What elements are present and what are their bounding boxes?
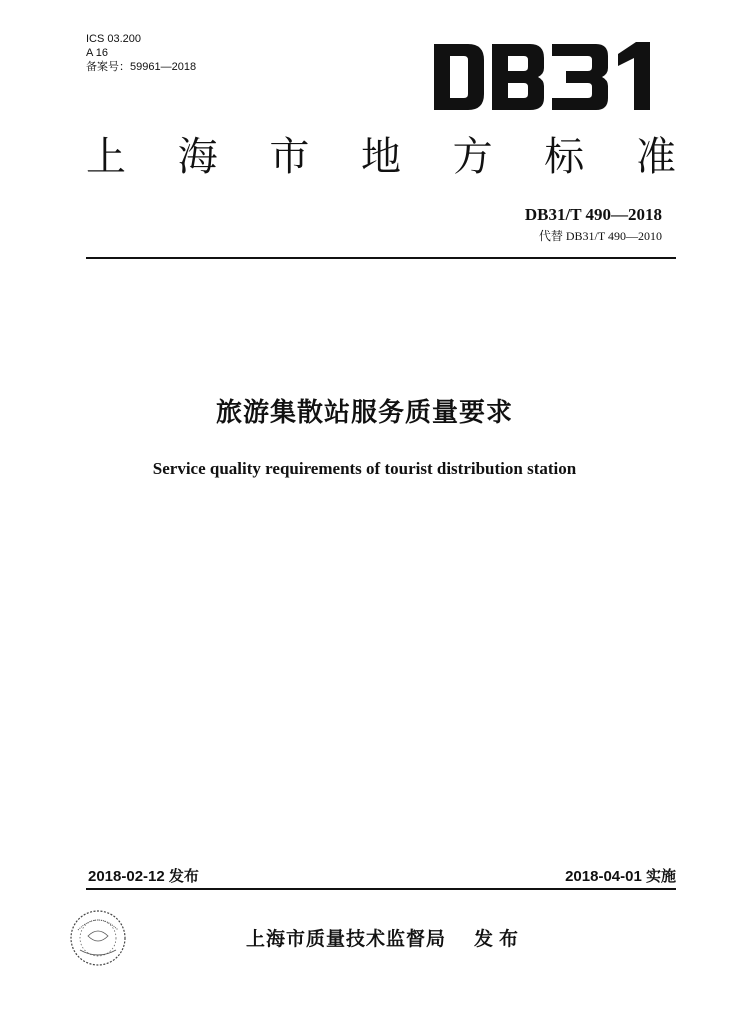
issuing-authority: 上海市质量技术监督局 bbox=[246, 928, 447, 950]
filing-number: 备案号：59961—2018 bbox=[86, 61, 197, 73]
footer-divider bbox=[86, 888, 676, 890]
issue-label: 发布 bbox=[474, 928, 525, 950]
ics-code: ICS 03.200 bbox=[86, 33, 142, 45]
standard-type-heading bbox=[86, 132, 676, 182]
replaces-standard: 代替 DB31/T 490—2010 bbox=[538, 229, 662, 243]
heading-char: 海 bbox=[177, 134, 218, 180]
heading-char: 市 bbox=[269, 134, 310, 180]
classification-code: A 16 bbox=[86, 47, 109, 59]
header-divider bbox=[86, 257, 676, 259]
implementation-date: 2018-04-01 实施 bbox=[565, 868, 676, 885]
publish-date: 2018-02-12 发布 bbox=[88, 868, 199, 885]
heading-char: 上 bbox=[86, 134, 126, 180]
heading-char: 准 bbox=[635, 134, 676, 180]
heading-char: 地 bbox=[360, 134, 401, 180]
document-title-cn: 旅游集散站服务质量要求 bbox=[215, 398, 513, 428]
official-seal-icon bbox=[66, 906, 130, 970]
heading-char: 方 bbox=[452, 134, 493, 180]
standard-metadata bbox=[86, 32, 196, 74]
heading-char: 标 bbox=[544, 134, 585, 180]
standard-code-block bbox=[525, 205, 662, 244]
db31-logo bbox=[432, 40, 672, 114]
standard-number: DB31/T 490—2018 bbox=[524, 205, 662, 224]
document-title-en: Service quality requirements of tourist distribution station bbox=[152, 459, 577, 478]
